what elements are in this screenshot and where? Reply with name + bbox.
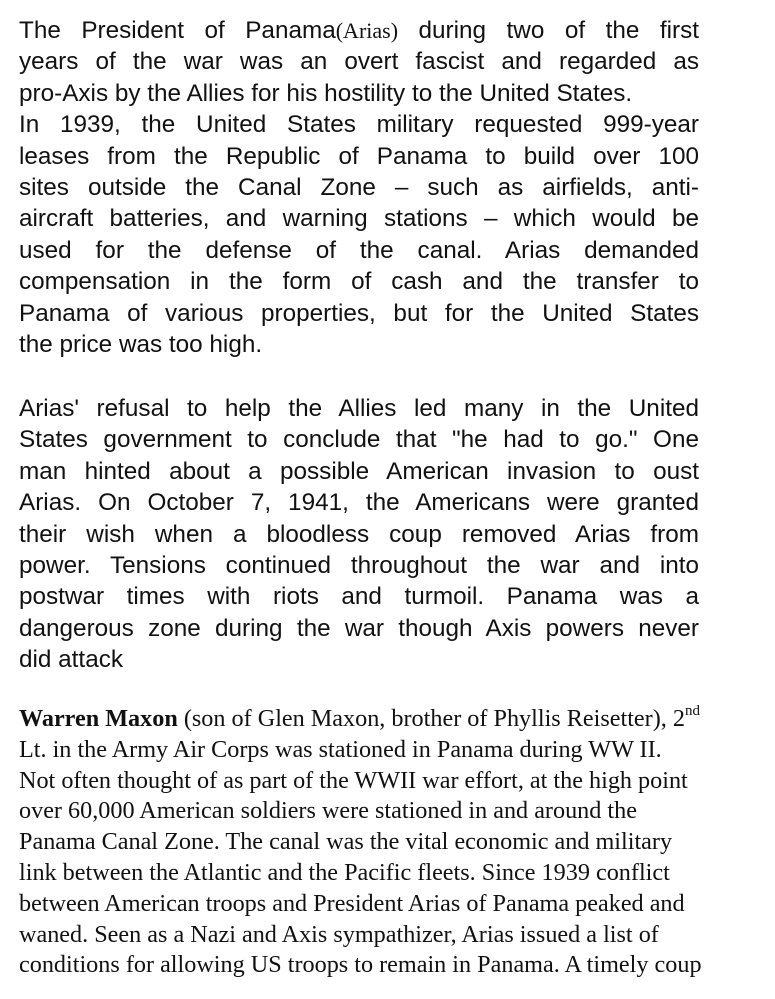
text-line: did attack [19, 646, 123, 674]
paragraph-arias-refusal [19, 393, 699, 676]
text-line: between American troops and President Arias of Panama peaked and [19, 889, 685, 917]
text-line: link between the Atlantic and the Pacific fleets. Since 1939 conflict [19, 858, 670, 886]
person-name: Warren Maxon [19, 705, 178, 732]
text-line: their wish when a bloodless coup removed Arias from [19, 520, 699, 548]
text-line: postwar times with riots and turmoil. Panama was a [19, 583, 699, 611]
paragraph-warren-maxon [19, 704, 771, 981]
text-line: Panama of various properties, but for the United States [19, 299, 699, 327]
text-line: Panama Canal Zone. The canal was the vital economic and military [19, 828, 673, 856]
text-line: Arias' refusal to help the Allies led many in the United [19, 395, 699, 422]
text-line: In 1939, the United States military requested 999-year [19, 111, 699, 139]
text-line: used for the defense of the canal. Arias demanded [19, 236, 699, 264]
text-line: man hinted about a possible American invasion to oust [19, 457, 699, 485]
text-line: Lt. in the Army Air Corps was stationed in Panama during WW II. [19, 735, 662, 763]
arias-inline-name: (Arias) [335, 18, 399, 43]
text-line: Not often thought of as part of the WWII war effort, at the high point [19, 766, 688, 794]
text-line: The President of Panama(Arias) during two of the first [19, 17, 699, 44]
text-line: leases from the Republic of Panama to build over 100 [19, 142, 699, 170]
text-line: compensation in the form of cash and the transfer to [19, 268, 699, 296]
text-line: years of the war was an overt fascist and regarded as [19, 48, 699, 76]
text-line: conditions for allowing US troops to remain in Panama. A timely coup [19, 951, 702, 979]
text-line: the price was too high. [19, 331, 263, 359]
text-line: States government to conclude that "he had to go." One [19, 426, 699, 454]
text-line: sites outside the Canal Zone – such as airfields, anti- [19, 174, 699, 202]
text-line: waned. Seen as a Nazi and Axis sympathizer, Arias issued a list of [19, 920, 659, 948]
paragraph-panama-president [19, 15, 699, 360]
text-line: power. Tensions continued throughout the war and into [19, 552, 699, 580]
text-line: aircraft batteries, and warning stations – which would be [19, 205, 699, 233]
text-line: over 60,000 American soldiers were stationed in and around the [19, 797, 637, 825]
text-line: dangerous zone during the war though Axis powers never [19, 614, 699, 642]
text-line: pro-Axis by the Allies for his hostility to the United States. [19, 79, 633, 107]
ordinal-superscript: nd [684, 702, 700, 719]
text-line: Warren Maxon (son of Glen Maxon, brother of Phyllis Reisetter), 2nd [19, 702, 700, 732]
text-line: Arias. On October 7, 1941, the Americans were granted [19, 489, 699, 517]
